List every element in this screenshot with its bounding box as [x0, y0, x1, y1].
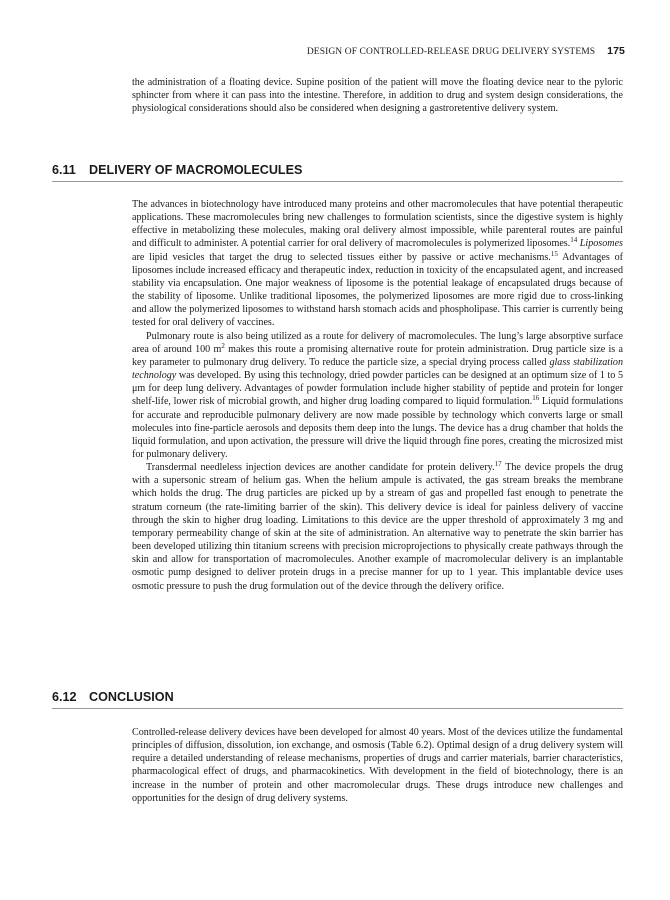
section-body-6-12	[132, 726, 623, 805]
reference-14: 14	[570, 236, 578, 245]
term-liposomes: Liposomes	[579, 238, 623, 250]
section-number: 6.11	[52, 163, 76, 177]
paragraph-pulmonary: Pulmonary route is also being utilized as a route for delivery of macromolecules. The lung’s large absorptive surface area of around 100 $m^2$ makes this route a promising alternative route for protein administration. Drug particle size is a key parameter to pulmonary drug delivery. To reduce the particle size, a special drying process called glass stabilization technology was developed. By using this technology, dried powder particles can be designed at an optimum size of 1 to 5 μm for deep lung delivery. Advantages of powder formulation include higher stability of peptide and protein for longer shelf-life, lower risk of microbial growth, and higher drug loading compared to liquid formulation.$^{16}$ Liquid formulations for accurate and reproducible pulmonary delivery are now made possible by technology which converts large or small molecules into fine-particle aerosols and deposits them deep into the lungs. The device has a drug chamber that holds the liquid formulation, and upon activation, the pressure will drive the liquid through fine pores, creating the microsized mist for pulmonary delivery.	[132, 330, 623, 460]
section-title: CONCLUSION	[89, 690, 174, 704]
paragraph-conclusion: Controlled-release delivery devices have been developed for almost 40 years. Most of the devices utilize the fundamental principles of diffusion, dissolution, ion exchange, and osmosis (Table 6.2). Optimal design of a drug delivery system will require a detailed understanding of release mechanisms, properties of drugs and carrier materials, barrier characteristics, pharmacological effect of drugs, and pharmacokinetics. With development in the field of biotechnology, there is an increase in the number of protein and other macromolecular drugs. These drugs introduce new challenges and opportunities for the design of drug delivery systems.	[132, 727, 623, 804]
reference-16: 16	[532, 394, 540, 403]
term-glass-stabilization: glass stabilization technology	[132, 356, 623, 382]
section-body-6-11	[132, 198, 623, 593]
reference-17: 17	[494, 460, 502, 469]
running-head-title: DESIGN OF CONTROLLED-RELEASE DRUG DELIVERY SYSTEMS	[306, 47, 596, 57]
section-title: DELIVERY OF MACROMOLECULES	[89, 163, 303, 177]
running-head	[132, 45, 625, 57]
paragraph-transdermal: Transdermal needleless injection devices are another candidate for protein delivery.$^{17}$ The device propels the drug with a supersonic stream of helium gas. When the helium ampule is activated, the gas stream breaks the membrane which holds the drug. The drug particles are picked up by a stream of gas and propelled fast enough to penetrate the stratum corneum (the rate-limiting barrier of the skin). This delivery device is ideal for painless delivery of vaccine through the skin to higher drug loading. Limitations to this device are the upper threshold of approximately 3 mg and temporary permeability change of skin at the site of administration. An alternative way to penetrate the skin barrier has been developed utilizing thin titanium screens with precision microprojections to physically create pathways through the skin and allow for transportation of macromolecules. Another example of macromolecular delivery is an implantable osmotic pump designed to deliver protein drugs in a precise manner for up to 1 year. This implantable device uses osmotic pressure to push the drug formulation out of the device through the delivery orifice.	[132, 460, 624, 592]
reference-15: 15	[550, 249, 558, 258]
paragraph-liposomes: The advances in biotechnology have introduced many proteins and other macromolecules that have potential therapeutic applications. These macromolecules bring new challenges to formulation scientists, since the digestive system is highly effective in metabolizing these molecules, making oral delivery almost impossible, while parenteral routes are painful and difficult to administer. A potential carrier for oral delivery of macromolecules is polymerized liposomes.$^{14}$ Liposomes are lipid vesicles that target the drug to selected tissues either by passive or active mechanisms.$^{15}$ Advantages of liposomes include increased efficacy and therapeutic index, reduction in toxicity of the encapsulated agent, and increased stability via encapsulation. One major weakness of liposome is the potential leakage of encapsulated drugs because of the stability of liposome. Unlike traditional liposomes, the polymerized liposomes are more rigid due to cross-linking and allow the polymerized liposomes to withstand harsh stomach acids and phospholipase. This carrier is currently being tested for oral delivery of vaccines.	[132, 199, 623, 329]
section-heading-6-12	[52, 690, 623, 709]
page-number: 175	[607, 45, 625, 57]
section-heading-6-11	[52, 163, 623, 182]
intro-text: the administration of a floating device. Supine position of the patient will move the floating device near to the pyloric sphincter from where it can pass into the intestine. Therefore, in addition to drug and system design considerations, the physiological considerations should also be considered when designing a gastroretentive delivery system.	[132, 77, 623, 115]
section-number: 6.12	[52, 690, 77, 704]
intro-paragraph	[132, 76, 623, 115]
